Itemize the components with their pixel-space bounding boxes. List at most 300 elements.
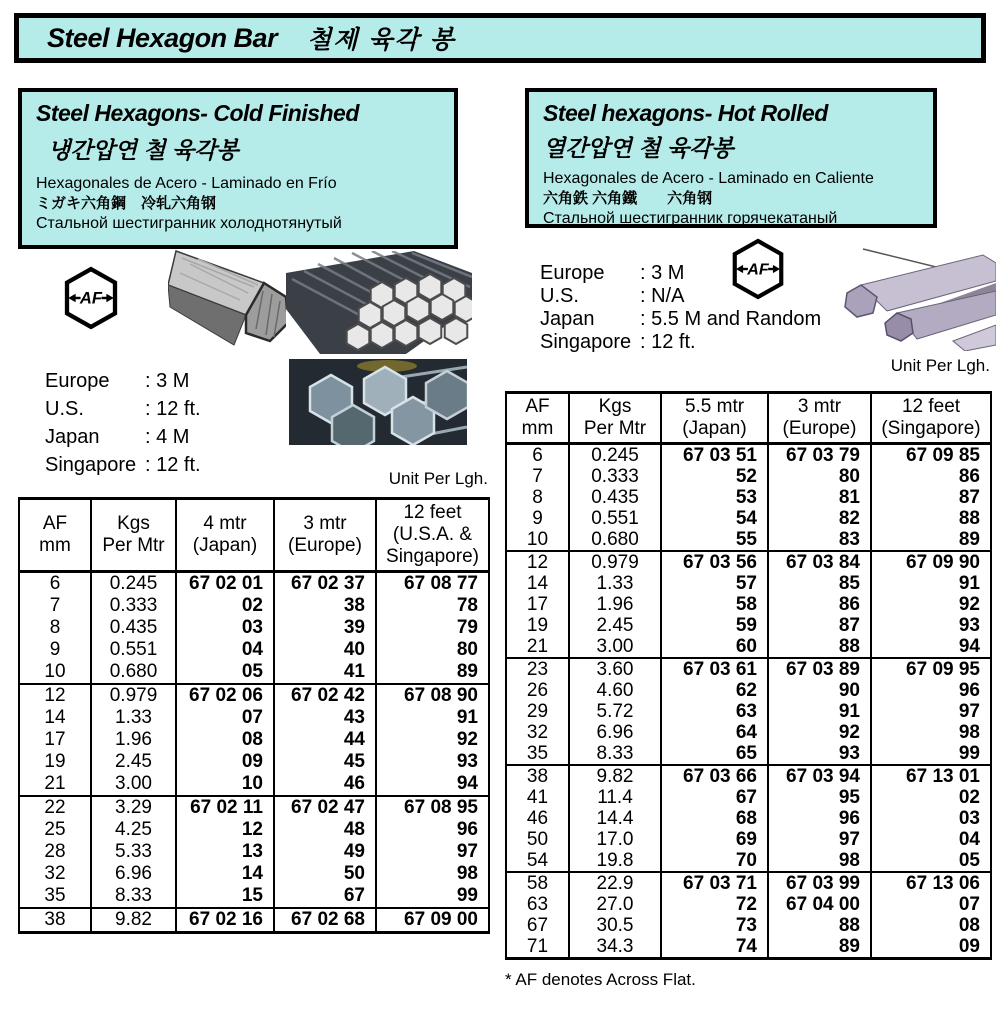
column-header: Kgs Per Mtr: [91, 499, 176, 572]
table-cell: 02: [176, 595, 274, 617]
table-row: [19, 908, 489, 933]
table-cell: 67: [506, 915, 569, 936]
table-cell: 1.33: [91, 707, 176, 729]
table-cell: 38: [19, 908, 91, 933]
length-row: [540, 262, 880, 285]
length-region: Japan: [45, 426, 100, 448]
page-title-korean: 철제 육각 봉: [307, 26, 456, 54]
table-cell: 12: [19, 684, 91, 707]
table-cell: 46: [274, 773, 376, 796]
table-cell: 67 08 90: [376, 684, 489, 707]
length-row: [540, 285, 880, 308]
table-cell: 13: [176, 841, 274, 863]
table-row: [506, 915, 991, 936]
cold-finished-header-box: [18, 88, 458, 249]
table-cell: 88: [768, 915, 871, 936]
table-row: [506, 615, 991, 636]
table-cell: 19.8: [569, 850, 661, 872]
table-cell: 90: [768, 680, 871, 701]
table-cell: 67 03 71: [661, 872, 768, 894]
table-cell: 54: [506, 850, 569, 872]
table-cell: 67 03 51: [661, 444, 768, 467]
table-cell: 38: [506, 765, 569, 787]
table-cell: 7: [506, 466, 569, 487]
table-cell: 89: [871, 529, 991, 551]
table-cell: 28: [19, 841, 91, 863]
table-cell: 9.82: [569, 765, 661, 787]
table-cell: 03: [871, 808, 991, 829]
table-cell: 88: [871, 508, 991, 529]
table-cell: 67 08 77: [376, 572, 489, 596]
length-row: [45, 395, 295, 423]
table-cell: 30.5: [569, 915, 661, 936]
table-cell: 39: [274, 617, 376, 639]
table-cell: 25: [19, 819, 91, 841]
table-row: [506, 680, 991, 701]
length-value: : 5.5 M and Random: [640, 308, 822, 330]
table-cell: 67 04 00: [768, 894, 871, 915]
table-cell: 68: [661, 808, 768, 829]
table-row: [506, 829, 991, 850]
table-cell: 07: [176, 707, 274, 729]
page-title: Steel Hexagon Bar: [47, 22, 278, 53]
table-cell: 43: [274, 707, 376, 729]
table-cell: 0.979: [569, 551, 661, 573]
table-row: [19, 773, 489, 796]
table-cell: 69: [661, 829, 768, 850]
table-cell: 67 09 90: [871, 551, 991, 573]
hot-rolled-title-korean: 열간압연 철 육각봉: [543, 135, 734, 161]
table-cell: 14.4: [569, 808, 661, 829]
table-cell: 48: [274, 819, 376, 841]
table-cell: 35: [19, 885, 91, 908]
table-cell: 14: [19, 707, 91, 729]
table-cell: 0.680: [91, 661, 176, 684]
length-region: U.S.: [45, 398, 84, 420]
table-cell: 83: [768, 529, 871, 551]
length-region: Europe: [45, 370, 110, 392]
table-cell: 72: [661, 894, 768, 915]
length-region: Japan: [540, 308, 595, 330]
table-cell: 96: [376, 819, 489, 841]
table-cell: 19: [506, 615, 569, 636]
table-cell: 08: [871, 915, 991, 936]
cold-finished-title-korean: 냉간압연 철 육각봉: [48, 137, 239, 163]
table-cell: 67 09 95: [871, 658, 991, 680]
table-cell: 17: [506, 594, 569, 615]
table-cell: 0.551: [91, 639, 176, 661]
table-cell: 0.979: [91, 684, 176, 707]
table-cell: 67 02 16: [176, 908, 274, 933]
table-cell: 40: [274, 639, 376, 661]
length-region: U.S.: [540, 285, 579, 307]
table-row: [506, 872, 991, 894]
table-cell: 98: [871, 722, 991, 743]
table-row: [19, 617, 489, 639]
table-cell: 49: [274, 841, 376, 863]
table-row: [19, 639, 489, 661]
table-cell: 23: [506, 658, 569, 680]
table-cell: 94: [871, 636, 991, 658]
table-cell: 71: [506, 936, 569, 959]
table-cell: 67 02 68: [274, 908, 376, 933]
table-cell: 04: [871, 829, 991, 850]
af-across-flat-icon: [60, 266, 122, 330]
table-cell: 80: [768, 466, 871, 487]
table-cell: 02: [871, 787, 991, 808]
length-value: : 4 M: [145, 426, 190, 448]
table-cell: 85: [768, 573, 871, 594]
table-cell: 87: [871, 487, 991, 508]
length-region: Europe: [540, 262, 605, 284]
table-cell: 96: [871, 680, 991, 701]
table-cell: 99: [871, 743, 991, 765]
table-cell: 50: [506, 829, 569, 850]
table-cell: 78: [376, 595, 489, 617]
table-row: [19, 841, 489, 863]
table-cell: 10: [19, 661, 91, 684]
cold-finished-table: [18, 497, 490, 934]
table-cell: 15: [176, 885, 274, 908]
table-cell: 0.435: [569, 487, 661, 508]
table-cell: 32: [19, 863, 91, 885]
table-cell: 55: [661, 529, 768, 551]
table-cell: 1.96: [91, 729, 176, 751]
table-row: [506, 808, 991, 829]
table-cell: 32: [506, 722, 569, 743]
table-row: [506, 636, 991, 658]
table-cell: 8: [506, 487, 569, 508]
table-cell: 27.0: [569, 894, 661, 915]
length-value: : N/A: [640, 285, 685, 307]
table-row: [506, 487, 991, 508]
column-header: 12 feet (Singapore): [871, 393, 991, 444]
table-cell: 67 08 95: [376, 796, 489, 819]
table-cell: 67 02 11: [176, 796, 274, 819]
column-header: 5.5 mtr (Japan): [661, 393, 768, 444]
length-row: [45, 367, 295, 395]
af-footnote: * AF denotes Across Flat.: [505, 970, 696, 989]
table-row: [506, 573, 991, 594]
table-cell: 6.96: [569, 722, 661, 743]
table-row: [506, 936, 991, 959]
table-cell: 88: [768, 636, 871, 658]
standard-lengths-cold-finished: [45, 367, 295, 479]
table-cell: 94: [376, 773, 489, 796]
header-row: [506, 393, 991, 444]
table-cell: 62: [661, 680, 768, 701]
table-row: [506, 743, 991, 765]
table-cell: 10: [506, 529, 569, 551]
table-cell: 5.72: [569, 701, 661, 722]
table-cell: 05: [176, 661, 274, 684]
table-row: [506, 444, 991, 467]
table-cell: 09: [176, 751, 274, 773]
table-row: [19, 751, 489, 773]
table-cell: 57: [661, 573, 768, 594]
table-cell: 17.0: [569, 829, 661, 850]
hot-rolled-table-container: [505, 391, 990, 960]
table-cell: 9: [19, 639, 91, 661]
table-cell: 54: [661, 508, 768, 529]
table-row: [506, 658, 991, 680]
table-row: [19, 707, 489, 729]
table-cell: 89: [376, 661, 489, 684]
table-cell: 93: [376, 751, 489, 773]
table-cell: 67 09 00: [376, 908, 489, 933]
table-cell: 4.60: [569, 680, 661, 701]
table-cell: 74: [661, 936, 768, 959]
table-cell: 35: [506, 743, 569, 765]
table-cell: 21: [19, 773, 91, 796]
table-cell: 97: [376, 841, 489, 863]
table-cell: 67 03 66: [661, 765, 768, 787]
table-cell: 67 02 06: [176, 684, 274, 707]
hot-rolled-table: [505, 391, 992, 960]
table-cell: 22: [19, 796, 91, 819]
table-cell: 67 03 99: [768, 872, 871, 894]
table-cell: 0.551: [569, 508, 661, 529]
table-row: [19, 595, 489, 617]
table-row: [506, 765, 991, 787]
table-cell: 82: [768, 508, 871, 529]
table-row: [506, 850, 991, 872]
table-cell: 9: [506, 508, 569, 529]
table-cell: 45: [274, 751, 376, 773]
table-cell: 58: [661, 594, 768, 615]
table-cell: 64: [661, 722, 768, 743]
table-cell: 2.45: [91, 751, 176, 773]
table-cell: 67 02 37: [274, 572, 376, 596]
length-value: : 3 M: [640, 262, 685, 284]
length-row: [45, 423, 295, 451]
table-cell: 98: [376, 863, 489, 885]
column-header: AF mm: [506, 393, 569, 444]
length-row: [540, 331, 880, 354]
table-cell: 9.82: [91, 908, 176, 933]
table-cell: 89: [768, 936, 871, 959]
table-cell: 04: [176, 639, 274, 661]
table-cell: 5.33: [91, 841, 176, 863]
unit-per-length-label: Unit Per Lgh.: [388, 469, 488, 488]
table-row: [506, 508, 991, 529]
table-cell: 6: [19, 572, 91, 596]
table-cell: 50: [274, 863, 376, 885]
column-header: 4 mtr (Japan): [176, 499, 274, 572]
table-row: [506, 787, 991, 808]
af-label: AF: [79, 288, 103, 308]
length-value: : 12 ft.: [145, 398, 201, 420]
table-cell: 17: [19, 729, 91, 751]
table-cell: 46: [506, 808, 569, 829]
table-cell: 67 03 61: [661, 658, 768, 680]
table-cell: 14: [506, 573, 569, 594]
table-cell: 67 02 47: [274, 796, 376, 819]
table-cell: 0.245: [569, 444, 661, 467]
table-row: [19, 729, 489, 751]
cold-finished-title-russian: Стальной шестигранник холоднотянутый: [36, 215, 342, 232]
length-value: : 12 ft.: [640, 331, 696, 353]
column-header: 3 mtr (Europe): [768, 393, 871, 444]
table-cell: 91: [376, 707, 489, 729]
column-header: 3 mtr (Europe): [274, 499, 376, 572]
table-cell: 0.680: [569, 529, 661, 551]
table-row: [506, 722, 991, 743]
table-cell: 44: [274, 729, 376, 751]
cold-finished-title: Steel Hexagons- Cold Finished: [36, 100, 359, 126]
table-cell: 67 13 06: [871, 872, 991, 894]
table-cell: 59: [661, 615, 768, 636]
table-cell: 97: [768, 829, 871, 850]
table-row: [506, 894, 991, 915]
length-value: : 3 M: [145, 370, 190, 392]
table-cell: 21: [506, 636, 569, 658]
table-cell: 10: [176, 773, 274, 796]
table-cell: 81: [768, 487, 871, 508]
table-row: [19, 819, 489, 841]
table-cell: 73: [661, 915, 768, 936]
table-cell: 22.9: [569, 872, 661, 894]
table-cell: 97: [871, 701, 991, 722]
page-title-banner: [14, 13, 986, 63]
table-cell: 0.245: [91, 572, 176, 596]
table-cell: 92: [768, 722, 871, 743]
hot-rolled-title-cjk: 六角鉄 六角鐵 六角钢: [543, 190, 713, 207]
table-cell: 99: [376, 885, 489, 908]
table-row: [19, 885, 489, 908]
table-cell: 29: [506, 701, 569, 722]
header-row: [19, 499, 489, 572]
photo-hexagon-bar: [168, 249, 292, 351]
table-cell: 12: [176, 819, 274, 841]
table-cell: 3.60: [569, 658, 661, 680]
table-cell: 53: [661, 487, 768, 508]
photo-hexagon-bars-closeup: [289, 359, 467, 445]
table-cell: 3.00: [91, 773, 176, 796]
table-cell: 09: [871, 936, 991, 959]
table-cell: 2.45: [569, 615, 661, 636]
length-value: : 12 ft.: [145, 454, 201, 476]
table-cell: 03: [176, 617, 274, 639]
table-cell: 67 03 89: [768, 658, 871, 680]
column-header: Kgs Per Mtr: [569, 393, 661, 444]
table-cell: 26: [506, 680, 569, 701]
table-cell: 86: [768, 594, 871, 615]
table-cell: 0.333: [91, 595, 176, 617]
table-cell: 34.3: [569, 936, 661, 959]
table-cell: 41: [506, 787, 569, 808]
table-cell: 63: [506, 894, 569, 915]
table-cell: 38: [274, 595, 376, 617]
table-cell: 92: [376, 729, 489, 751]
column-header: 12 feet (U.S.A. & Singapore): [376, 499, 489, 572]
table-cell: 67 02 01: [176, 572, 274, 596]
table-cell: 0.333: [569, 466, 661, 487]
table-cell: 8.33: [91, 885, 176, 908]
table-cell: 1.33: [569, 573, 661, 594]
table-cell: 08: [176, 729, 274, 751]
table-cell: 14: [176, 863, 274, 885]
table-cell: 52: [661, 466, 768, 487]
table-row: [506, 529, 991, 551]
table-cell: 67: [274, 885, 376, 908]
hot-rolled-header-box: [525, 88, 937, 228]
table-cell: 8.33: [569, 743, 661, 765]
table-cell: 3.00: [569, 636, 661, 658]
length-region: Singapore: [45, 454, 137, 476]
table-cell: 96: [768, 808, 871, 829]
table-cell: 98: [768, 850, 871, 872]
hot-rolled-title-russian: Стальной шестигранник горячекатаный: [543, 210, 838, 227]
table-cell: 95: [768, 787, 871, 808]
table-cell: 6: [506, 444, 569, 467]
cold-finished-title-spanish: Hexagonales de Acero - Laminado en Frío: [36, 175, 337, 192]
table-cell: 05: [871, 850, 991, 872]
table-cell: 65: [661, 743, 768, 765]
table-cell: 67 09 85: [871, 444, 991, 467]
table-cell: 19: [19, 751, 91, 773]
table-row: [506, 594, 991, 615]
length-region: Singapore: [540, 331, 632, 353]
length-row: [540, 308, 880, 331]
cold-finished-title-cjk: ミガキ六角鋼 冷轧六角钢: [36, 195, 217, 212]
table-cell: 7: [19, 595, 91, 617]
table-row: [506, 551, 991, 573]
table-cell: 80: [376, 639, 489, 661]
table-cell: 93: [768, 743, 871, 765]
table-row: [19, 796, 489, 819]
table-cell: 93: [871, 615, 991, 636]
table-cell: 67 03 94: [768, 765, 871, 787]
table-cell: 58: [506, 872, 569, 894]
hot-rolled-title-spanish: Hexagonales de Acero - Laminado en Caliente: [543, 170, 874, 187]
table-row: [506, 701, 991, 722]
table-cell: 11.4: [569, 787, 661, 808]
cold-finished-table-container: [18, 497, 488, 934]
table-row: [19, 863, 489, 885]
table-cell: 79: [376, 617, 489, 639]
table-cell: 8: [19, 617, 91, 639]
table-cell: 86: [871, 466, 991, 487]
table-row: [19, 572, 489, 596]
table-cell: 67 03 79: [768, 444, 871, 467]
table-cell: 87: [768, 615, 871, 636]
length-row: [45, 451, 295, 479]
column-header: AF mm: [19, 499, 91, 572]
table-row: [19, 684, 489, 707]
table-cell: 67 13 01: [871, 765, 991, 787]
table-cell: 3.29: [91, 796, 176, 819]
unit-per-length-label: Unit Per Lgh.: [890, 356, 990, 375]
table-row: [19, 661, 489, 684]
table-cell: 1.96: [569, 594, 661, 615]
table-cell: 92: [871, 594, 991, 615]
table-cell: 60: [661, 636, 768, 658]
table-cell: 67 03 56: [661, 551, 768, 573]
table-cell: 6.96: [91, 863, 176, 885]
table-cell: 91: [768, 701, 871, 722]
table-cell: 67 03 84: [768, 551, 871, 573]
table-cell: 12: [506, 551, 569, 573]
photo-hexagon-bar-bundle: [286, 251, 472, 354]
table-row: [506, 466, 991, 487]
table-cell: 07: [871, 894, 991, 915]
table-cell: 63: [661, 701, 768, 722]
table-cell: 41: [274, 661, 376, 684]
table-cell: 67 02 42: [274, 684, 376, 707]
table-cell: 70: [661, 850, 768, 872]
table-cell: 67: [661, 787, 768, 808]
